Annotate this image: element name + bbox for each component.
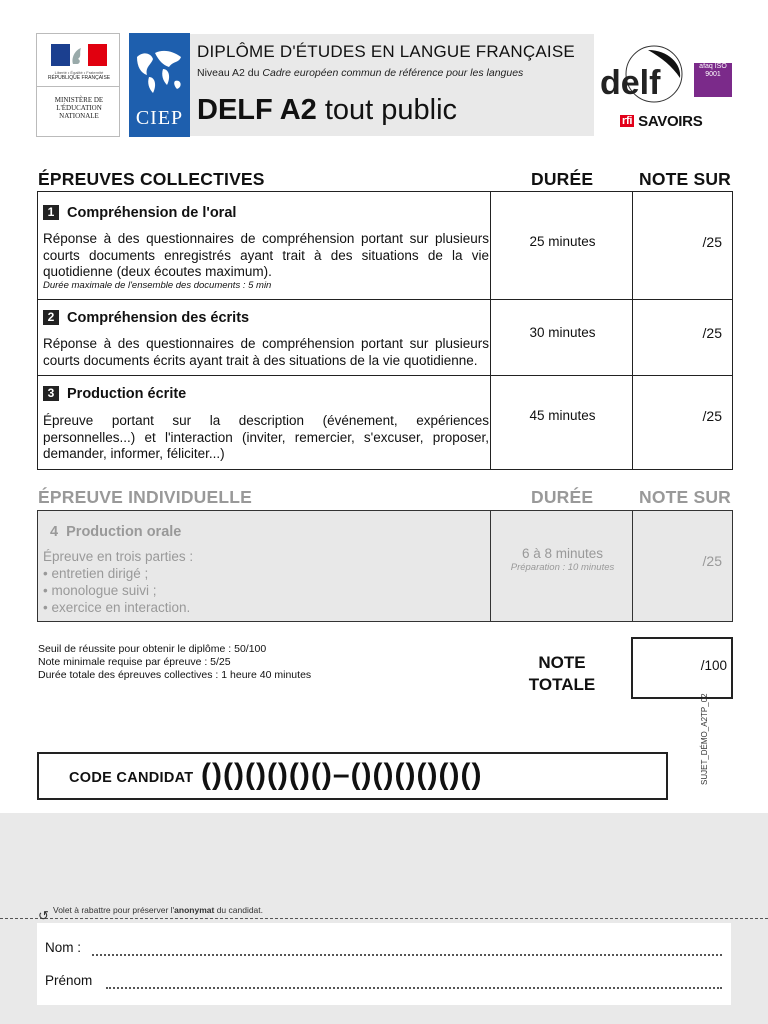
exercise-number: 1: [43, 205, 59, 220]
exercise-note: Durée maximale de l'ensemble des documents : 5 min: [43, 280, 272, 291]
individuelle-duree-heading: DURÉE: [531, 487, 594, 507]
exercise-number: 4: [50, 524, 59, 540]
seuil-text: Seuil de réussite pour obtenir le diplôme : 50/100: [38, 643, 267, 655]
exercise-title: [43, 205, 236, 221]
republique-francaise-logo: [36, 33, 120, 137]
savoirs-text: SAVOIRS: [638, 113, 703, 130]
collectives-duree-heading: DURÉE: [531, 169, 594, 189]
code-candidat-box[interactable]: [37, 752, 668, 800]
exercise-title: [50, 524, 181, 540]
desc-line: • entretien dirigé ;: [43, 566, 149, 581]
table-row: [38, 376, 732, 469]
total-score-box[interactable]: [631, 637, 733, 699]
delf-text: delf: [600, 64, 661, 102]
table-row: [38, 300, 732, 376]
exercise-description: [43, 548, 193, 616]
nom-label: Nom :: [45, 940, 82, 955]
fold-note-prefix: Volet à rabattre pour préserver l': [53, 905, 175, 915]
diploma-level: [197, 67, 523, 79]
exercise-note-sur: /25: [702, 408, 722, 424]
ministere-label: MINISTÈRE DE L'ÉDUCATION NATIONALE: [54, 96, 104, 120]
level-prefix: Niveau A2 du: [197, 67, 263, 79]
fold-line: [0, 918, 768, 919]
code-candidat-fields[interactable]: ()()()()()()–()()()()()(): [201, 758, 483, 791]
exam-title-bold: DELF A2: [197, 94, 317, 126]
ciep-logo: [129, 33, 190, 137]
afaq-badge: afaq ISO 9001: [694, 63, 732, 97]
exercise-note-sur: /25: [702, 325, 722, 341]
total-score: /100: [700, 658, 727, 673]
exercise-description: Épreuve portant sur la description (événement, expériences personnelles...) et l'interaction (inviter, remercier, s'excuser, proposer, demander, informer, féliciter...): [43, 413, 489, 461]
rfi-savoirs-logo: [620, 113, 702, 130]
fold-note-bold: anonymat: [174, 905, 215, 915]
exercise-title-text: Compréhension de l'oral: [67, 205, 237, 221]
fold-arrow-icon: ↺: [38, 908, 49, 923]
collectives-table: [37, 191, 733, 470]
rf-name: RÉPUBLIQUE FRANÇAISE: [47, 75, 111, 81]
table-row: [38, 192, 732, 300]
minimale-text: Note minimale requise par épreuve : 5/25: [38, 656, 231, 668]
exercise-title: [43, 310, 249, 326]
desc-line: Épreuve en trois parties :: [43, 549, 194, 564]
exercise-title-text: Production orale: [66, 524, 182, 540]
note-totale-line1: NOTE: [538, 653, 586, 672]
exercise-duree: 45 minutes: [529, 408, 596, 423]
nom-field[interactable]: [92, 954, 722, 956]
exercise-duree: 6 à 8 minutes: [521, 546, 604, 561]
rfi-badge: rfi: [622, 115, 633, 127]
rf-motto: Liberté • Égalité • Fraternité: [54, 70, 104, 75]
diploma-title: DIPLÔME D'ÉTUDES EN LANGUE FRANÇAISE: [197, 42, 575, 61]
delf-logo: [598, 44, 688, 104]
exercise-note-sur: /25: [702, 553, 722, 569]
note-totale-label: [520, 652, 604, 696]
prenom-label: Prénom: [45, 973, 93, 988]
desc-line: • monologue suivi ;: [43, 583, 157, 598]
fold-note: [53, 905, 263, 915]
marianne-flag-icon: [51, 44, 107, 66]
exam-info: [38, 643, 311, 682]
identity-box: [37, 923, 731, 1005]
duree-totale-text: Durée totale des épreuves collectives : 1 heure 40 minutes: [38, 669, 312, 681]
level-cecrl: Cadre européen commun de référence pour les langues: [262, 67, 524, 79]
exam-title-rest: tout public: [316, 94, 458, 126]
exercise-description: Réponse à des questionnaires de compréhension portant sur plusieurs courts documents écrits ayant trait à des situations de la vie quotidienne.: [43, 336, 489, 368]
exercise-title: [43, 386, 186, 402]
exam-title: [197, 94, 457, 127]
sujet-code: SUJET_DÉMO_A2TP_02: [700, 693, 709, 785]
logo-divider: [37, 86, 119, 87]
ciep-text: CIEP: [135, 107, 184, 129]
exercise-title-text: Compréhension des écrits: [67, 310, 250, 326]
code-candidat-label: CODE CANDIDAT: [69, 770, 194, 786]
collectives-note-heading: NOTE SUR: [639, 169, 732, 189]
collectives-heading: ÉPREUVES COLLECTIVES: [38, 169, 265, 189]
note-totale-line2: TOTALE: [528, 675, 596, 694]
individuelle-note-heading: NOTE SUR: [639, 487, 732, 507]
col-divider: [490, 511, 491, 621]
individuelle-heading: ÉPREUVE INDIVIDUELLE: [38, 487, 253, 507]
exercise-duree: 30 minutes: [529, 325, 596, 340]
world-map-icon: [133, 47, 187, 99]
fold-note-suffix: du candidat.: [214, 905, 264, 915]
prenom-field[interactable]: [106, 987, 722, 989]
exercise-number: 3: [43, 386, 59, 401]
exercise-note-sur: /25: [702, 234, 722, 250]
exercise-duree: 25 minutes: [529, 234, 596, 249]
exercise-number: 2: [43, 310, 59, 325]
exercise-description: Réponse à des questionnaires de compréhension portant sur plusieurs courts documents enregistrés ayant trait à des situations de la vie quotidienne (deux écoutes maximum).: [43, 231, 489, 279]
individuelle-table: [37, 510, 733, 622]
preparation-time: Préparation : 10 minutes: [510, 562, 615, 573]
desc-line: • exercice en interaction.: [43, 600, 191, 615]
exercise-title-text: Production écrite: [67, 386, 187, 402]
